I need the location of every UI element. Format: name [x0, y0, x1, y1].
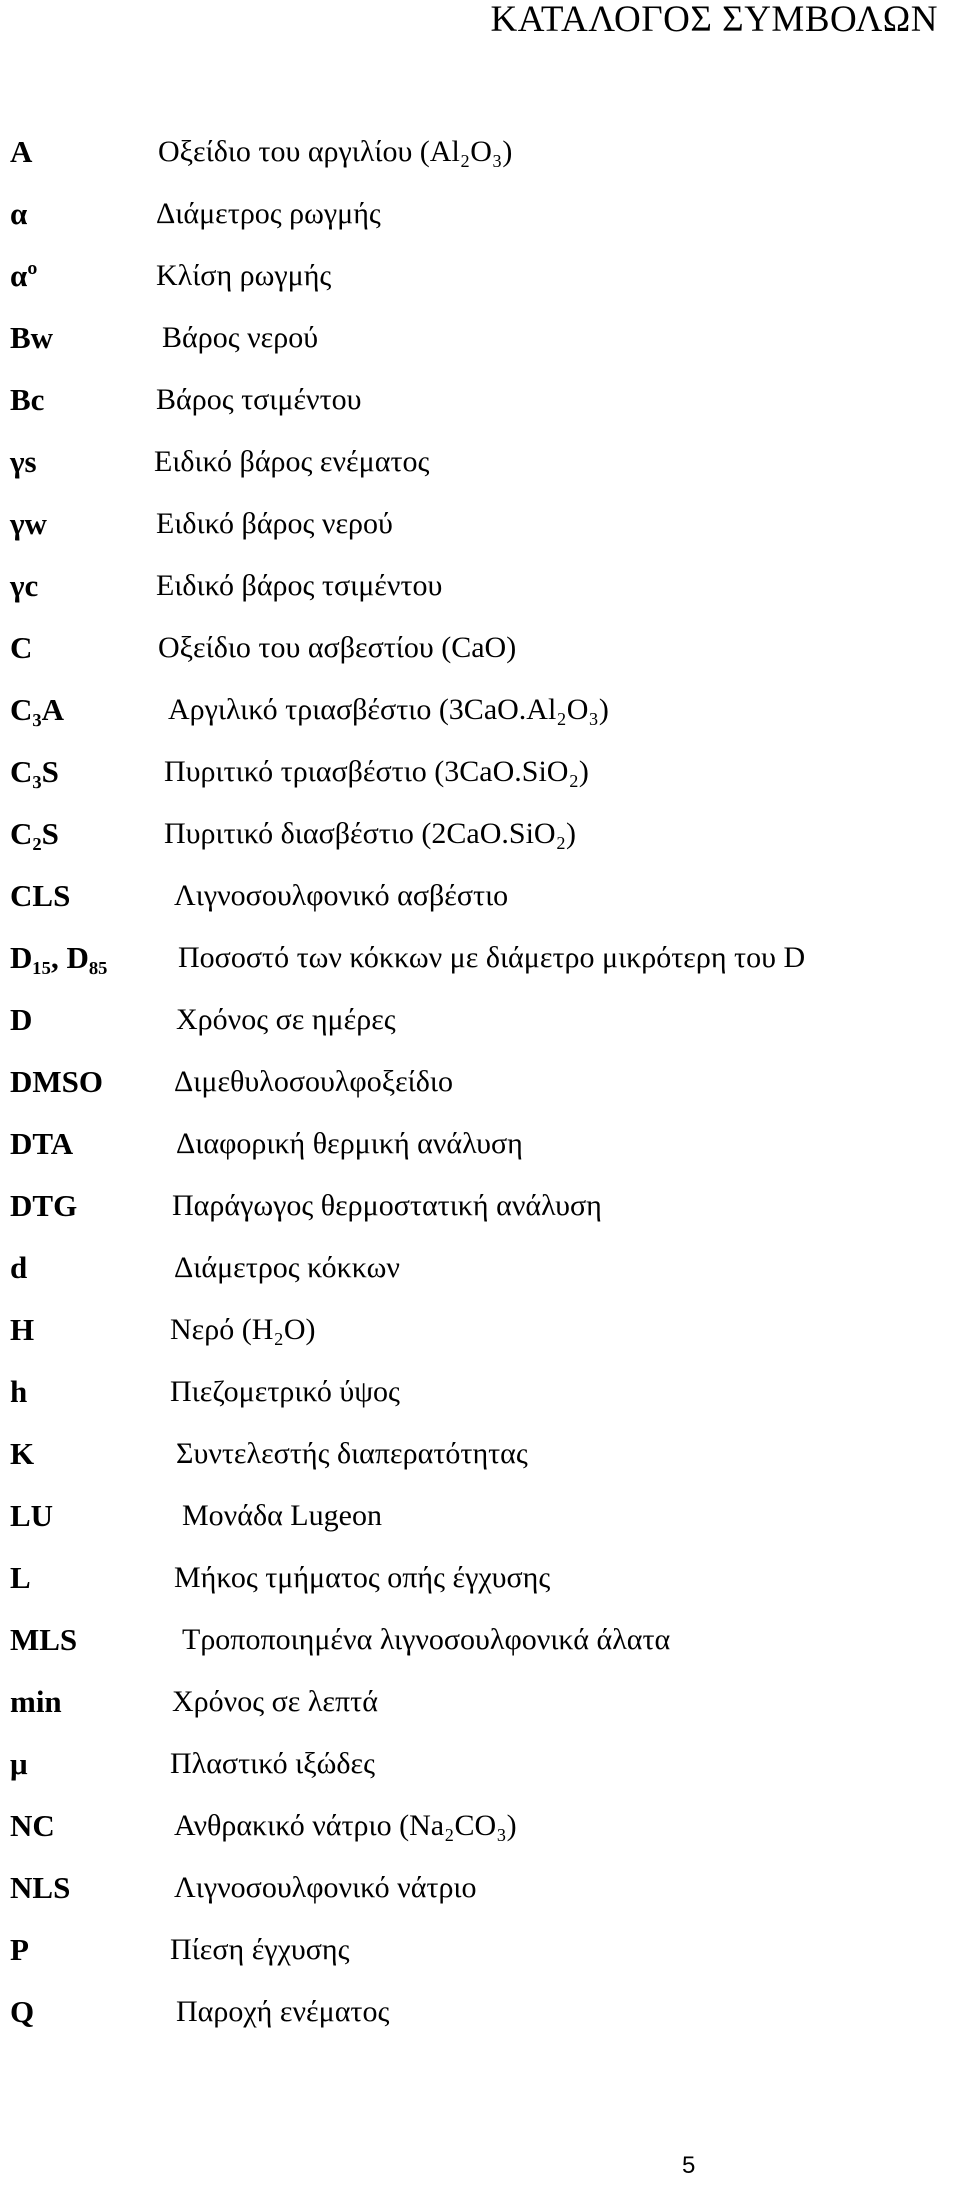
symbol-entry: [0, 252, 960, 314]
symbol: A: [10, 134, 33, 169]
symbol: D: [10, 1002, 33, 1037]
symbol-description: Κλίση ρωγμής: [156, 259, 332, 292]
symbol-description: Οξείδιο του ασβεστίου (CaO): [158, 631, 517, 664]
symbol: DTA: [10, 1126, 74, 1161]
symbol: γs: [10, 444, 37, 479]
symbol-description: Πλαστικό ιξώδες: [170, 1747, 375, 1780]
symbol-entry: [0, 1678, 960, 1740]
symbol-entry: [0, 624, 960, 686]
symbol-description: Διάμετρος κόκκων: [174, 1251, 400, 1284]
symbol-description: Ειδικό βάρος ενέματος: [154, 445, 430, 478]
symbol-entry: [0, 748, 960, 810]
symbol-description: Λιγνοσουλφονικό νάτριο: [174, 1871, 477, 1904]
symbol: DTG: [10, 1188, 78, 1223]
symbol-description: Τροποποιημένα λιγνοσουλφονικά άλατα: [182, 1623, 671, 1656]
symbol: K: [10, 1436, 35, 1471]
symbol-entry: [0, 1864, 960, 1926]
symbol-description: Παροχή ενέματος: [176, 1995, 390, 2028]
symbol: γw: [10, 506, 47, 541]
symbol-entry: [0, 1926, 960, 1988]
symbol-entry: [0, 500, 960, 562]
symbol: D₁₅, D₈₅: [10, 940, 108, 975]
symbol-entry: [0, 1058, 960, 1120]
symbol-entry: [0, 438, 960, 500]
symbol-description: Αργιλικό τριασβέστιο (3CaO.Al₂O₃): [168, 693, 609, 726]
symbol: αº: [10, 258, 38, 293]
symbol-description: Νερό (H₂O): [170, 1313, 316, 1346]
symbol-entry: [0, 872, 960, 934]
symbol-description: Χρόνος σε λεπτά: [172, 1685, 378, 1718]
symbol-description: Βάρος τσιμέντου: [156, 383, 362, 416]
symbol: Bw: [10, 320, 54, 355]
symbol: γc: [10, 568, 39, 603]
symbol: CLS: [10, 878, 71, 913]
symbol-entry: [0, 1554, 960, 1616]
symbol-description: Διμεθυλοσουλφοξείδιο: [174, 1065, 453, 1098]
symbol-description: Συντελεστής διαπερατότητας: [176, 1437, 528, 1470]
symbol-entry: [0, 1244, 960, 1306]
symbol-entry: [0, 996, 960, 1058]
symbol: H: [10, 1312, 35, 1347]
symbol: C₃A: [10, 692, 65, 727]
symbol: LU: [10, 1498, 54, 1533]
page-title: ΚΑΤΑΛΟΓΟΣ ΣΥΜΒΟΛΩΝ: [490, 0, 938, 40]
symbol-description: Βάρος νερού: [162, 321, 319, 354]
symbol-description: Ανθρακικό νάτριο (Na₂CO₃): [174, 1809, 517, 1842]
symbol: C₂S: [10, 816, 59, 851]
symbol-description: Οξείδιο του αργιλίου (Al₂O₃): [158, 135, 513, 168]
symbol: min: [10, 1684, 62, 1719]
symbol-entry: [0, 1802, 960, 1864]
symbol: h: [10, 1374, 28, 1409]
symbol-description: Λιγνοσουλφονικό ασβέστιο: [174, 879, 509, 912]
symbol-description: Παράγωγος θερμοστατική ανάλυση: [172, 1189, 602, 1222]
symbol: C₃S: [10, 754, 59, 789]
symbol-description: Μονάδα Lugeon: [182, 1499, 382, 1532]
symbol-description: Πίεση έγχυσης: [170, 1933, 350, 1966]
symbol-entry: [0, 1988, 960, 2050]
symbol-entry: [0, 1306, 960, 1368]
symbol: C: [10, 630, 33, 665]
page-number: 5: [682, 2152, 696, 2179]
symbol: μ: [10, 1746, 28, 1781]
symbol-entry: [0, 1368, 960, 1430]
symbol: NLS: [10, 1870, 71, 1905]
symbol-entry: [0, 1120, 960, 1182]
symbol: Bc: [10, 382, 45, 417]
symbol-entry: [0, 562, 960, 624]
symbol: d: [10, 1250, 28, 1285]
symbol-description: Μήκος τμήματος οπής έγχυσης: [174, 1561, 551, 1594]
symbol-entry: [0, 1182, 960, 1244]
symbol-entry: [0, 190, 960, 252]
symbol-entry: [0, 376, 960, 438]
symbol-description: Διαφορική θερμική ανάλυση: [176, 1127, 523, 1160]
symbol-description: Ειδικό βάρος τσιμέντου: [156, 569, 443, 602]
symbol-description: Πυριτικό διασβέστιο (2CaO.SiO₂): [164, 817, 577, 850]
symbol: DMSO: [10, 1064, 103, 1099]
symbol: Q: [10, 1994, 35, 2029]
symbol-description: Πυριτικό τριασβέστιο (3CaO.SiO₂): [164, 755, 589, 788]
symbol-entry: [0, 1492, 960, 1554]
symbol-entry: [0, 1430, 960, 1492]
symbol-entry: [0, 934, 960, 996]
symbol-description: Πιεζομετρικό ύψος: [170, 1375, 400, 1408]
symbol-entry: [0, 686, 960, 748]
symbol-entry: [0, 810, 960, 872]
symbol-description: Ποσοστό των κόκκων με διάμετρο μικρότερη του D: [178, 941, 806, 974]
symbol-entry: [0, 128, 960, 190]
symbol-entry: [0, 314, 960, 376]
symbol: NC: [10, 1808, 55, 1843]
symbol-entry: [0, 1616, 960, 1678]
symbol: α: [10, 196, 28, 231]
symbol-entry: [0, 1740, 960, 1802]
symbol-description: Διάμετρος ρωγμής: [156, 197, 381, 230]
symbol: MLS: [10, 1622, 78, 1657]
symbol-description: Ειδικό βάρος νερού: [156, 507, 393, 540]
symbol: L: [10, 1560, 31, 1595]
symbol: P: [10, 1932, 29, 1967]
symbol-description: Χρόνος σε ημέρες: [176, 1003, 396, 1036]
